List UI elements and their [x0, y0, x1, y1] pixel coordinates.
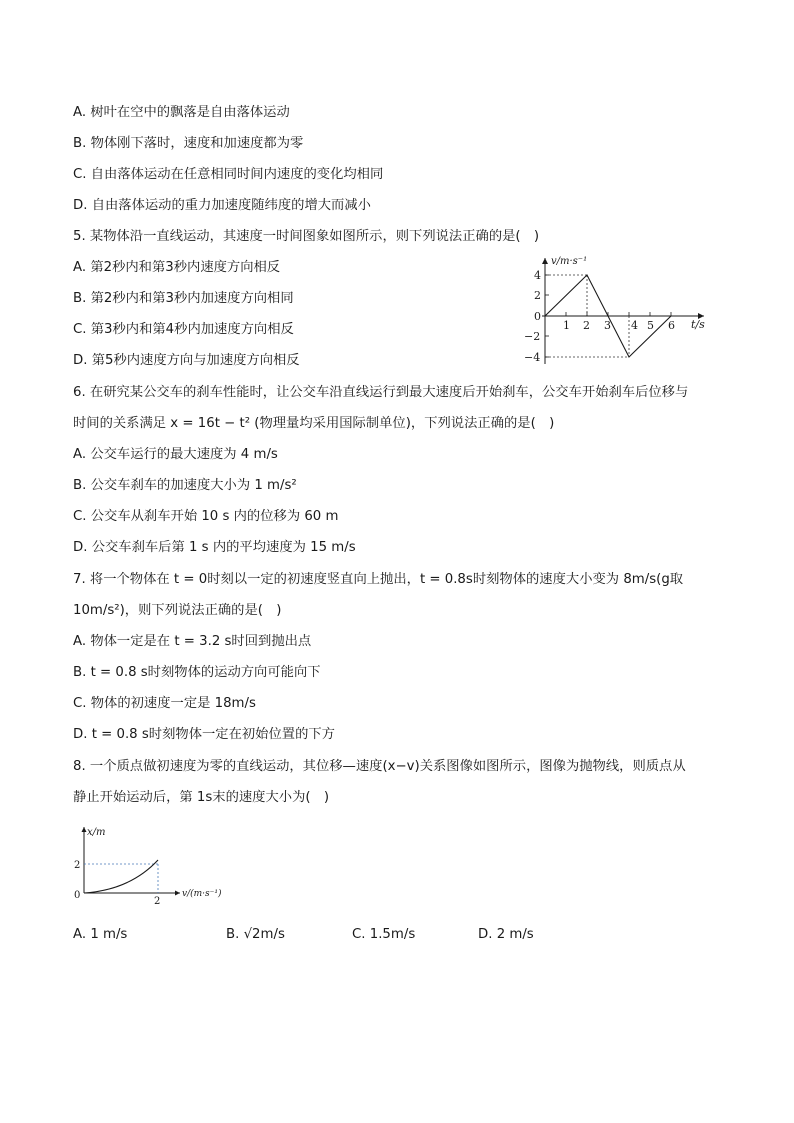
q6-option-b: B. 公交车刹车的加速度大小为 1 m/s² — [73, 478, 297, 493]
q8-ytick-2: 2 — [74, 860, 81, 871]
q5-option-a: A. 第2秒内和第3秒内速度方向相反 — [73, 260, 281, 275]
q8-option-a: A. 1 m/s — [73, 927, 128, 942]
q5-x-axis-label: t/s — [691, 318, 705, 331]
q4-option-b: B. 物体刚下落时，速度和加速度都为零 — [73, 136, 304, 151]
q5-ytick-neg2: −2 — [524, 330, 541, 343]
q8-option-d: D. 2 m/s — [478, 927, 534, 942]
q5-option-c: C. 第3秒内和第4秒内加速度方向相反 — [73, 322, 294, 337]
q7-stem-line2: 10m/s²)，则下列说法正确的是( ) — [73, 603, 282, 618]
q5-xtick-2: 2 — [583, 319, 590, 332]
q7-option-d: D. t = 0.8 s时刻物体一定在初始位置的下方 — [73, 727, 335, 742]
q8-option-c: C. 1.5m/s — [352, 927, 416, 942]
q5-y-axis-label: v/m·s⁻¹ — [551, 256, 588, 267]
q6-stem-line1: 6. 在研究某公交车的刹车性能时，让公交车沿直线运行到最大速度后开始刹车，公交车开始刹车后位移与 — [73, 385, 689, 400]
q5-xtick-6: 6 — [668, 319, 675, 332]
q8-option-b: B. √2m/s — [226, 927, 285, 942]
q5-ytick-4: 4 — [534, 269, 541, 282]
q5-stem: 5. 某物体沿一直线运动，其速度一时间图象如图所示，则下列说法正确的是( ) — [73, 229, 540, 244]
q8-y-axis-label: x/m — [87, 827, 106, 838]
q6-stem-line2: 时间的关系满足 x = 16t − t² (物理量均采用国际制单位)，下列说法正确的是( ) — [73, 416, 555, 431]
q5-option-b: B. 第2秒内和第3秒内加速度方向相同 — [73, 291, 294, 306]
q5-ytick-neg4: −4 — [524, 351, 541, 364]
q6-option-a: A. 公交车运行的最大速度为 4 m/s — [73, 447, 278, 462]
q8-x-axis-label: v/(m·s⁻¹) — [182, 889, 222, 899]
q7-option-b: B. t = 0.8 s时刻物体的运动方向可能向下 — [73, 665, 321, 680]
q5-ytick-0: 0 — [534, 310, 541, 323]
q6-option-d: D. 公交车刹车后第 1 s 内的平均速度为 15 m/s — [73, 540, 356, 555]
q5-xtick-5: 5 — [647, 319, 654, 332]
q5-ytick-2: 2 — [534, 289, 541, 302]
q7-option-c: C. 物体的初速度一定是 18m/s — [73, 696, 256, 711]
q5-xtick-1: 1 — [563, 319, 570, 332]
q7-option-a: A. 物体一定是在 t = 3.2 s时回到抛出点 — [73, 634, 312, 649]
q8-stem-line2: 静止开始运动后，第 1s末的速度大小为( ) — [73, 790, 330, 805]
q4-option-c: C. 自由落体运动在任意相同时间内速度的变化均相同 — [73, 167, 384, 182]
q8-xv-graph — [70, 822, 230, 906]
q5-xtick-4: 4 — [631, 319, 638, 332]
q5-option-d: D. 第5秒内速度方向与加速度方向相反 — [73, 353, 300, 368]
q4-option-d: D. 自由落体运动的重力加速度随纬度的增大而减小 — [73, 198, 371, 213]
q8-parabola — [84, 860, 158, 893]
q6-option-c: C. 公交车从刹车开始 10 s 内的位移为 60 m — [73, 509, 339, 524]
q8-xtick-2: 2 — [154, 896, 161, 906]
q7-stem-line1: 7. 将一个物体在 t = 0时刻以一定的初速度竖直向上抛出，t = 0.8s时刻物体的速度大小变为 8m/s(g取 — [73, 572, 684, 587]
q8-origin: 0 — [74, 890, 81, 901]
q8-stem-line1: 8. 一个质点做初速度为零的直线运动，其位移—速度(x−v)关系图像如图所示，图像为抛物线，则质点从 — [73, 759, 686, 774]
q5-xtick-3: 3 — [604, 319, 611, 332]
q4-option-a: A. 树叶在空中的飘落是自由落体运动 — [73, 105, 290, 120]
q5-vt-graph — [510, 252, 720, 370]
